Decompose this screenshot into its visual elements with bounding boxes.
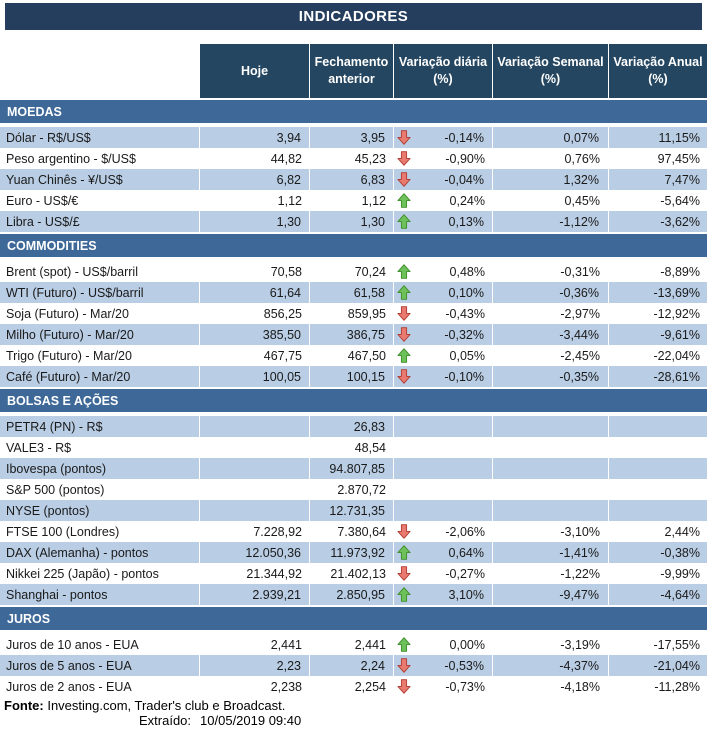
cell-indicator-label: Milho (Futuro) - Mar/20 [0,324,200,345]
cell-variacao-diaria [394,479,493,500]
cell-hoje: 12.050,36 [200,542,310,563]
variacao-diaria-value: 0,00% [449,637,485,652]
table-row [0,521,707,542]
cell-variacao-diaria [394,190,493,211]
table-row [0,127,707,148]
up-arrow-icon [397,544,411,561]
cell-fechamento-anterior: 26,83 [310,416,394,437]
table-row [0,676,707,697]
cell-hoje [200,437,310,458]
cell-variacao-diaria [394,584,493,605]
table-row [0,458,707,479]
cell-variacao-diaria [394,500,493,521]
cell-hoje: 1,12 [277,193,302,208]
cell-variacao-diaria [394,345,493,366]
cell-fechamento-anterior: 467,50 [347,348,386,363]
cell-variacao-semanal: 0,45% [564,193,600,208]
table-row [0,211,707,232]
cell-variacao-anual: -13,69% [653,285,700,300]
up-arrow-icon [397,347,411,364]
variacao-diaria-value: -0,14% [444,130,484,145]
cell-fechamento-anterior: 61,58 [310,282,394,303]
up-arrow-icon [397,192,411,209]
cell-variacao-diaria [394,148,493,169]
cell-variacao-semanal: -3,19% [560,637,600,652]
cell-fechamento-anterior: 12.731,35 [310,500,394,521]
table-row [0,261,707,282]
source-line [4,698,707,713]
section-header-juros: JUROS [0,607,707,630]
cell-variacao-anual: -22,04% [653,348,700,363]
column-header-variacao-semanal: Variação Semanal (%) [493,44,609,98]
cell-indicator-label: NYSE (pontos) [0,500,200,521]
cell-variacao-anual: -21,04% [653,658,700,673]
cell-variacao-diaria [394,521,493,542]
variacao-diaria-value: -0,43% [445,306,485,321]
cell-fechamento-anterior: 70,24 [354,264,386,279]
variacao-diaria-value: 3,10% [448,587,484,602]
cell-variacao-anual: -12,92% [653,306,700,321]
cell-hoje: 856,25 [263,306,302,321]
up-arrow-icon [397,213,411,230]
cell-fechamento-anterior: 6,83 [310,169,394,190]
cell-fechamento-anterior: 386,75 [310,324,394,345]
footer [0,698,707,728]
cell-variacao-anual: -28,61% [653,369,700,384]
cell-variacao-diaria [394,211,493,232]
cell-hoje: 2.939,21 [200,584,310,605]
down-arrow-icon [397,171,411,188]
cell-indicator-label: Trigo (Futuro) - Mar/20 [6,348,132,363]
column-header-row [0,44,707,98]
cell-variacao-semanal [493,416,609,437]
cell-variacao-semanal: -1,22% [560,566,600,581]
cell-hoje: 2,238 [270,679,302,694]
cell-variacao-anual: -0,38% [660,545,700,560]
table-row [0,303,707,324]
cell-hoje: 44,82 [270,151,302,166]
cell-variacao-anual: -8,89% [660,264,700,279]
cell-variacao-semanal: -1,41% [493,542,609,563]
cell-hoje [200,500,310,521]
down-arrow-icon [397,368,411,385]
table-row [0,500,707,521]
down-arrow-icon [397,523,411,540]
cell-variacao-semanal: -3,44% [493,324,609,345]
variacao-diaria-value: 0,05% [449,348,485,363]
variacao-diaria-value: 0,24% [449,193,485,208]
variacao-diaria-value: -0,53% [444,658,484,673]
cell-variacao-anual: 7,47% [664,172,700,187]
cell-fechamento-anterior: 21.402,13 [330,566,386,581]
cell-variacao-diaria [394,542,493,563]
cell-indicator-label: Brent (spot) - US$/barril [6,264,138,279]
cell-variacao-anual [609,437,707,458]
cell-hoje: 1,30 [200,211,310,232]
cell-indicator-label: Euro - US$/€ [6,193,79,208]
table-row [0,169,707,190]
cell-variacao-diaria [394,563,493,584]
down-arrow-icon [397,305,411,322]
section-header-commodities: COMMODITIES [0,234,707,257]
cell-hoje: 6,82 [200,169,310,190]
cell-variacao-diaria [394,634,493,655]
table-row [0,282,707,303]
down-arrow-icon [397,657,411,674]
cell-fechamento-anterior: 2,441 [354,637,386,652]
cell-variacao-semanal: 1,32% [493,169,609,190]
table-row [0,584,707,605]
cell-fechamento-anterior: 7.380,64 [337,524,386,539]
cell-indicator-label: Libra - US$/£ [0,211,200,232]
table-row [0,416,707,437]
cell-fechamento-anterior: 2,24 [310,655,394,676]
cell-variacao-diaria [394,324,493,345]
source-text: Investing.com, Trader's club e Broadcast. [43,698,286,713]
cell-variacao-semanal: -3,10% [560,524,600,539]
cell-indicator-label: Dólar - R$/US$ [0,127,200,148]
cell-variacao-anual: -9,61% [660,327,700,342]
cell-fechamento-anterior: 1,30 [310,211,394,232]
cell-variacao-diaria [394,303,493,324]
table-row [0,563,707,584]
section-header-bolsas-e-a-es: BOLSAS E AÇÕES [0,389,707,412]
cell-variacao-semanal: 0,07% [493,127,609,148]
cell-variacao-diaria [394,655,493,676]
cell-indicator-label: Ibovespa (pontos) [0,458,200,479]
cell-indicator-label: WTI (Futuro) - US$/barril [0,282,200,303]
table-row [0,148,707,169]
cell-hoje: 61,64 [200,282,310,303]
down-arrow-icon [397,565,411,582]
cell-indicator-label: DAX (Alemanha) - pontos [0,542,200,563]
column-header-variacao-diaria: Variação diária (%) [394,44,493,98]
cell-fechamento-anterior: 859,95 [347,306,386,321]
table-row [0,345,707,366]
column-header-variacao-anual: Variação Anual (%) [609,44,707,98]
column-header-hoje: Hoje [200,44,310,98]
cell-indicator-label: S&P 500 (pontos) [6,482,105,497]
cell-hoje: 385,50 [200,324,310,345]
cell-variacao-semanal: -4,37% [493,655,609,676]
cell-variacao-anual [609,416,707,437]
cell-variacao-diaria [394,416,493,437]
up-arrow-icon [397,284,411,301]
cell-hoje: 2,23 [200,655,310,676]
cell-fechamento-anterior: 11.973,92 [310,542,394,563]
cell-hoje: 3,94 [200,127,310,148]
cell-variacao-diaria [394,169,493,190]
cell-indicator-label: Café (Futuro) - Mar/20 [0,366,200,387]
down-arrow-icon [397,150,411,167]
table-row [0,324,707,345]
cell-variacao-anual: -9,99% [660,566,700,581]
cell-hoje: 7.228,92 [253,524,302,539]
column-header-fechamento: Fechamento anterior [310,44,394,98]
cell-indicator-label: Juros de 2 anos - EUA [6,679,132,694]
indicators-sheet [0,3,707,728]
cell-hoje [200,479,310,500]
variacao-diaria-value: -2,06% [445,524,485,539]
cell-hoje: 21.344,92 [246,566,302,581]
table-row [0,366,707,387]
table-row [0,190,707,211]
down-arrow-icon [397,678,411,695]
cell-variacao-diaria [394,458,493,479]
variacao-diaria-value: 0,48% [449,264,485,279]
cell-variacao-anual: 97,45% [657,151,700,166]
cell-indicator-label: PETR4 (PN) - R$ [0,416,200,437]
extracted-line [139,713,707,728]
extracted-timestamp: 10/05/2019 09:40 [200,713,302,728]
cell-variacao-semanal: -2,45% [560,348,600,363]
variacao-diaria-value: -0,32% [444,327,484,342]
up-arrow-icon [397,586,411,603]
cell-hoje: 2,441 [270,637,302,652]
page-title: INDICADORES [5,3,702,30]
cell-variacao-anual: -4,64% [660,587,700,602]
cell-variacao-semanal [493,437,609,458]
variacao-diaria-value: -0,73% [445,679,485,694]
cell-fechamento-anterior: 3,95 [310,127,394,148]
cell-hoje: 100,05 [200,366,310,387]
extracted-label: Extraído: [139,713,192,728]
down-arrow-icon [397,129,411,146]
table-row [0,437,707,458]
cell-variacao-anual [609,479,707,500]
cell-variacao-diaria [394,437,493,458]
cell-variacao-semanal: -2,97% [560,306,600,321]
cell-variacao-diaria [394,261,493,282]
cell-indicator-label: Nikkei 225 (Japão) - pontos [6,566,159,581]
cell-indicator-label: FTSE 100 (Londres) [6,524,120,539]
cell-variacao-diaria [394,127,493,148]
cell-fechamento-anterior: 94.807,85 [310,458,394,479]
table-row [0,634,707,655]
cell-variacao-anual [609,500,707,521]
variacao-diaria-value: -0,90% [445,151,485,166]
cell-variacao-semanal: -1,12% [493,211,609,232]
source-label: Fonte: [4,698,44,713]
cell-indicator-label: Yuan Chinês - ¥/US$ [0,169,200,190]
cell-variacao-anual: 2,44% [664,524,700,539]
cell-variacao-diaria [394,676,493,697]
cell-fechamento-anterior: 2.870,72 [337,482,386,497]
cell-variacao-anual [609,458,707,479]
table-row [0,655,707,676]
variacao-diaria-value: 0,10% [448,285,484,300]
cell-variacao-semanal: -0,36% [493,282,609,303]
cell-variacao-semanal [493,479,609,500]
variacao-diaria-value: -0,10% [444,369,484,384]
cell-variacao-semanal: -0,31% [560,264,600,279]
cell-variacao-anual: -5,64% [660,193,700,208]
cell-indicator-label: Juros de 10 anos - EUA [6,637,139,652]
cell-fechamento-anterior: 2,254 [354,679,386,694]
cell-indicator-label: Peso argentino - $/US$ [6,151,136,166]
down-arrow-icon [397,326,411,343]
table-row [0,479,707,500]
up-arrow-icon [397,636,411,653]
cell-indicator-label: Soja (Futuro) - Mar/20 [6,306,129,321]
variacao-diaria-value: -0,04% [444,172,484,187]
cell-fechamento-anterior: 1,12 [361,193,386,208]
cell-indicator-label: Shanghai - pontos [0,584,200,605]
cell-variacao-semanal [493,500,609,521]
cell-variacao-semanal: -0,35% [493,366,609,387]
cell-variacao-anual: -11,28% [654,679,700,694]
cell-fechamento-anterior: 2.850,95 [310,584,394,605]
cell-variacao-semanal: -4,18% [560,679,600,694]
variacao-diaria-value: -0,27% [445,566,485,581]
cell-indicator-label: VALE3 - R$ [6,440,72,455]
cell-variacao-diaria [394,282,493,303]
table-body [0,100,707,697]
variacao-diaria-value: 0,64% [448,545,484,560]
cell-fechamento-anterior: 48,54 [354,440,386,455]
cell-hoje: 70,58 [270,264,302,279]
cell-hoje: 467,75 [263,348,302,363]
cell-variacao-anual: -17,55% [653,637,700,652]
table-row [0,542,707,563]
cell-variacao-semanal [493,458,609,479]
cell-hoje [200,458,310,479]
up-arrow-icon [397,263,411,280]
cell-variacao-anual: -3,62% [660,214,700,229]
cell-hoje [200,416,310,437]
header-spacer [0,44,200,98]
cell-variacao-anual: 11,15% [658,130,700,145]
cell-variacao-semanal: 0,76% [564,151,600,166]
cell-indicator-label: Juros de 5 anos - EUA [0,655,200,676]
section-header-moedas: MOEDAS [0,100,707,123]
cell-fechamento-anterior: 45,23 [354,151,386,166]
cell-variacao-semanal: -9,47% [493,584,609,605]
cell-fechamento-anterior: 100,15 [310,366,394,387]
cell-variacao-diaria [394,366,493,387]
variacao-diaria-value: 0,13% [448,214,484,229]
